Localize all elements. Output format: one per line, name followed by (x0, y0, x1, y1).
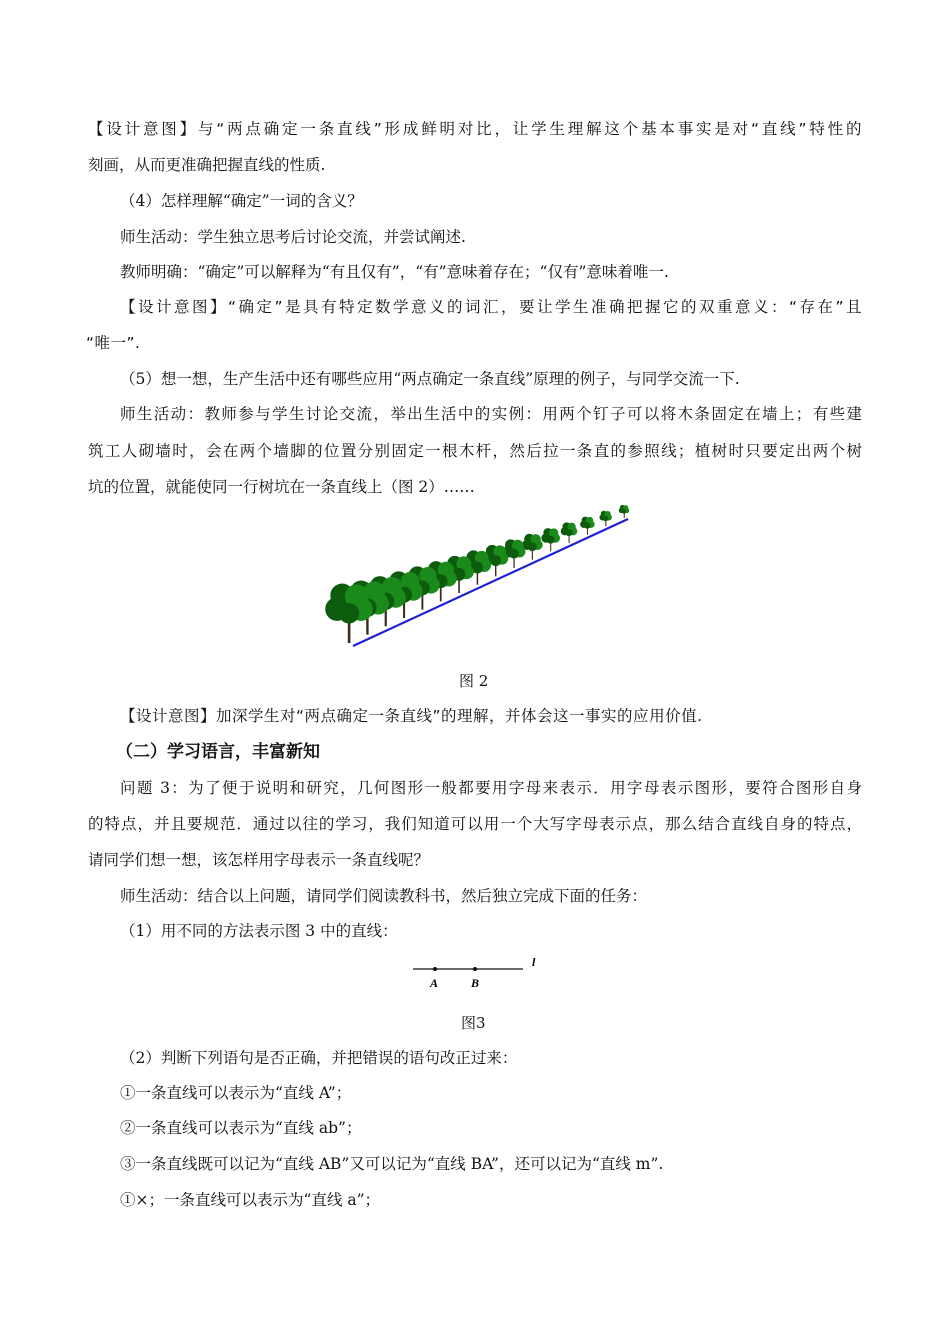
question-3-line-b: 的特点，并且要规范．通过以往的学习，我们知道可以用一个大写字母表示点，那么结合直线自身的特点， (88, 815, 862, 833)
section-heading-2: （二）学习语言，丰富新知 (116, 742, 320, 762)
statement-2: ②一条直线可以表示为“直线 ab”； (120, 1119, 362, 1137)
question-4: （4）怎样理解“确定”一词的含义？ (120, 192, 363, 210)
label-a: A (430, 976, 439, 990)
design-intent-2-line-a: 【设计意图】“确定”是具有特定数学意义的词汇，要让学生准确把握它的双重意义：“存在”且 (120, 298, 862, 316)
tree (619, 505, 629, 518)
figure-2-caption: 图 2 (459, 672, 489, 690)
activity-2-line-b: 筑工人砌墙时，会在两个墙脚的位置分别固定一根木杆，然后拉一条直的参照线；植树时只要定出两个树 (88, 442, 862, 460)
activity-1: 师生活动：学生独立思考后讨论交流，并尝试阐述. (120, 228, 466, 246)
design-intent-3: 【设计意图】加深学生对“两点确定一条直线”的理解，并体会这一事实的应用价值. (120, 707, 703, 725)
label-b: B (471, 976, 480, 990)
figure-2-tree-row (315, 505, 635, 655)
activity-2-line-c: 坑的位置，就能使同一行树坑在一条直线上（图 2）…… (88, 478, 475, 496)
question-3-line-c: 请同学们想一想，该怎样用字母表示一条直线呢？ (88, 851, 430, 869)
question-5: （5）想一想，生产生活中还有哪些应用“两点确定一条直线”原理的例子，与同学交流一下. (120, 370, 740, 388)
figure-3-caption: 图3 (461, 1014, 486, 1032)
answer-1: ①×；一条直线可以表示为“直线 a”； (120, 1191, 381, 1209)
design-intent-2-line-b: “唯一”. (86, 334, 141, 352)
label-l: l (532, 955, 536, 969)
activity-2-line-a: 师生活动：教师参与学生讨论交流，举出生活中的实例：用两个钉子可以将木条固定在墙上；有些建 (120, 405, 862, 423)
tree (580, 517, 594, 535)
point-b (473, 967, 477, 971)
statement-3: ③一条直线既可以记为“直线 AB”又可以记为“直线 BA”，还可以记为“直线 m”. (120, 1155, 664, 1173)
task-2: （2）判断下列语句是否正确，并把错误的语句改正过来： (120, 1049, 518, 1067)
question-3-line-a: 问题 3：为了便于说明和研究，几何图形一般都要用字母来表示．用字母表示图形，要符合图形自身 (120, 779, 862, 797)
activity-3: 师生活动：结合以上问题，请同学们阅读教科书，然后独立完成下面的任务： (120, 887, 648, 905)
tree (599, 511, 611, 527)
design-intent-1-line-b: 刻画，从而更准确把握直线的性质. (88, 156, 326, 174)
tree (561, 522, 578, 543)
statement-1: ①一条直线可以表示为“直线 A”； (120, 1084, 352, 1102)
design-intent-1-line-a: 【设计意图】与“两点确定一条直线”形成鲜明对比，让学生理解这个基本事实是对“直线”特性的 (88, 120, 862, 138)
tree (541, 528, 560, 551)
teacher-clarify: 教师明确：“确定”可以解释为“有且仅有”，“有”意味着存在；“仅有”意味着唯一. (120, 263, 669, 281)
figure-3-line-diagram (405, 952, 555, 992)
task-1: （1）用不同的方法表示图 3 中的直线： (120, 922, 398, 940)
tree (522, 534, 543, 560)
tree (325, 584, 373, 643)
point-a (433, 967, 437, 971)
